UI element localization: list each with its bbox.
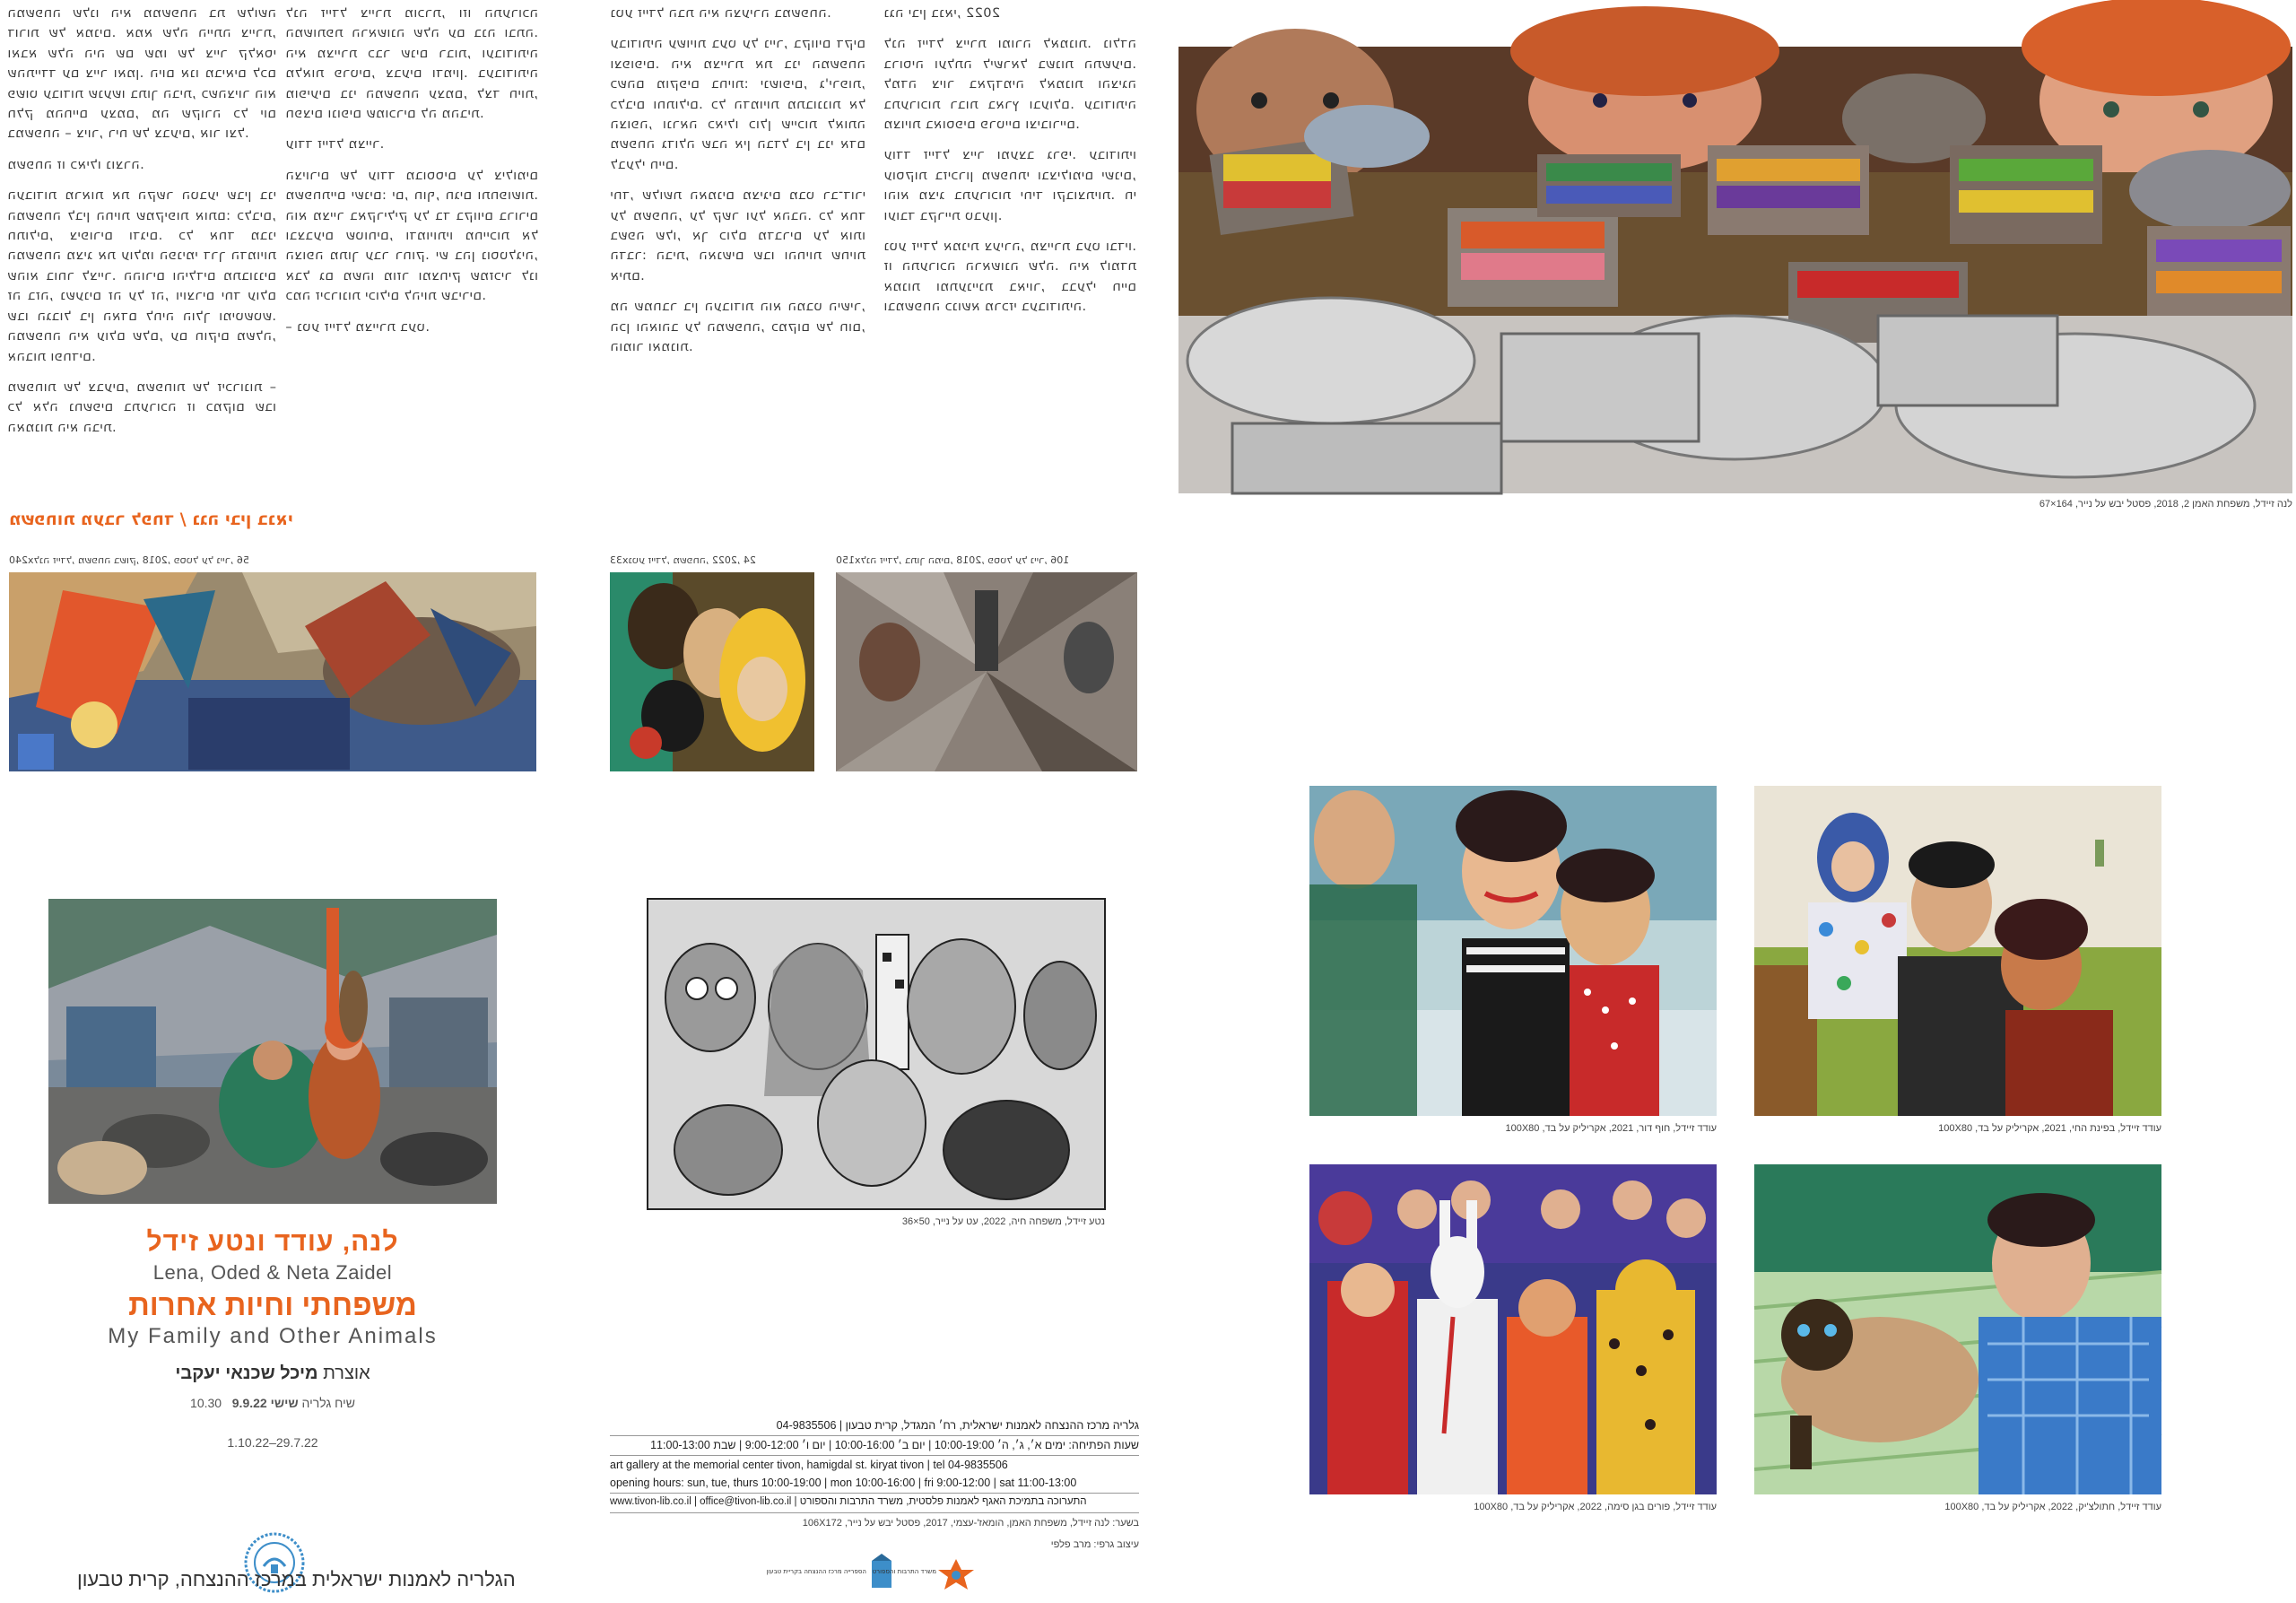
caption: עודד זיידל, חוף דור, 2021, אקריליק על בד, 100X80 bbox=[1505, 1123, 1717, 1134]
artwork-purim bbox=[1309, 1164, 1717, 1494]
gallery-talk-date: 9.9.22 bbox=[231, 1396, 267, 1410]
caption: נטע זיידל, משפחה חיה, 2022, עט על נייר, 50×36 bbox=[901, 1216, 1105, 1227]
info-address-he: גלריה מרכז ההנצחה לאמנות ישראלית, רח׳ המגדל, קרית טבעון | 04-9835506 bbox=[776, 1419, 1139, 1432]
artwork-living-family bbox=[648, 899, 1105, 1209]
ministry-logo bbox=[872, 1554, 983, 1593]
artists-hebrew: לנה, עודד ונטע זידל bbox=[146, 1227, 399, 1257]
paragraph: עודד זיידל מצייר. bbox=[285, 137, 385, 152]
paragraph: לנה זיידל ציירת מוכרת, וזו התערוכה המשותפת הראשונה שלה עם בנה ובתה. היא מציירת כבר שנים רבות, ועבודותיה מלאות פרטים, צבעים ודמיון. בעבודותיה מופיעים בני המשפחה עצמם, לצד חיות, חפצים ונופים שמוכרים לה מהבית. bbox=[285, 6, 538, 122]
artwork-artist-family-cover bbox=[48, 899, 497, 1204]
artwork-market bbox=[9, 572, 536, 771]
paragraph: לנה זיידל ציירת ומורה לאמנות. נולדה ברוסיה ועלתה לישראל בשנות התשעים. למדה ציור באקדמיה לאמנות והציגה בתערוכות רבות בארץ ובעולם. עבודותיה מצויות באוספים פרטיים וציבוריים. bbox=[883, 37, 1136, 133]
paragraph: נטע זיידל אמנית צעירה, מציירת בעט ובדיו. זו התערוכה הראשונה שלה. היא לומדת אמנות ומתעניינת באיור, בבעלי חיים ובמשפחה כנושא מרכזי בעבודותיה. bbox=[883, 240, 1136, 315]
paragraph: המשפחה שלנו היא ממשפחה בת שלושה דורות של אמנים. אמא שלה הייתה ציירת, ואבא שלה היה שם שמו של צייר קלאסי שהתיידד עם צייר ואמן. היום אנו מביאים לכם פשוט עבודות שנעשו בתוך הבית, כשהציור הוא חלק מהחיים עצמם, מה שקורה כל יום במשפחה – ציור, ריח של צבעים, אור וצל. bbox=[7, 6, 276, 142]
divider bbox=[610, 1512, 1139, 1513]
artwork-petting-corner bbox=[1754, 786, 2161, 1116]
exhibition-title-hebrew: משפחתי וחיות אחרות bbox=[128, 1288, 417, 1321]
section-heading: משפחות מעבר לפחד / נגה יבין בנאי bbox=[9, 510, 293, 529]
gallery-talk-time: 10.30 bbox=[190, 1396, 222, 1410]
artwork-artist-family-2 bbox=[1178, 47, 2292, 493]
paragraph: מה שמחבר בין העבודות הוא המבט הישיר, הכן והאוהב על המשפחה, כמקום של חום, הומור ואמנות. bbox=[610, 300, 865, 355]
curator-line bbox=[48, 1363, 497, 1384]
artists-english: Lena, Oded & Neta Zaidel bbox=[152, 1261, 393, 1284]
artwork-kitty bbox=[1754, 1164, 2161, 1494]
artwork-underwater bbox=[836, 572, 1137, 771]
gallery-talk-day: שישי bbox=[270, 1396, 299, 1410]
info-address-en: art gallery at the memorial center tivon, hamigdal st. kiryat tivon | tel 04-9835506 bbox=[610, 1459, 1008, 1471]
paragraph: עודד זיידל צייר ומעצב גרפי. עבודותיו עוסקות בזיכרון משפחתי ובצילומים ישנים, והוא מציג בתערוכות יחיד וקבוצתיות. חי ועובד בקריית טבעון. bbox=[883, 148, 1136, 223]
artwork-upside-down-family bbox=[610, 572, 814, 771]
divider bbox=[610, 1493, 1139, 1494]
info-hours-he: שעות הפתיחה: ימים א׳, ג׳, ה׳ 10:00-19:00 | יום ב׳ 10:00-16:00 | יום ו׳ 9:00-12:00 | שבת 11:00-13:00 bbox=[650, 1439, 1139, 1451]
text-column-2 bbox=[285, 4, 538, 492]
caption: עודד זיידל, פורים בגן סימה, 2022, אקריליק על בד, 100X80 bbox=[1474, 1502, 1717, 1512]
paragraph: עבודותיה עשויות בעט על נייר, בקווים דקים וצפופים. היא מציירת את בני המשפחה כשהם מוקפים בחיות: ינשופים, ג'ירפות, כלבים וחתולים. כל הדמויות מתבוננות אל הצופה, ונראה כאילו כולן שייכות לאותה משפחה גדולה שבה אין הבדל בין בני אדם לבעלי חיים. bbox=[610, 37, 865, 172]
caption: עודד זיידל, חתולצ'יק, 2022, אקריליק על בד, 100X80 bbox=[1944, 1502, 2161, 1512]
caption: נטע זיידל, משפחה, 2022, 24x33 bbox=[610, 554, 756, 566]
curator-name: מיכל שכנאי יעקבי bbox=[175, 1363, 318, 1383]
text-column-1 bbox=[7, 4, 276, 492]
artwork-dor-beach bbox=[1309, 786, 1717, 1116]
text-column-4 bbox=[883, 4, 1136, 492]
exhibition-title-english: My Family and Other Animals bbox=[108, 1324, 438, 1348]
ministry-logo-text: משרד התרבות והספורט bbox=[872, 1568, 936, 1575]
divider bbox=[610, 1455, 1139, 1456]
caption-cover: בשער: לנה זיידל, משפחת האמן, הומאז'-עצמי, 2017, פסטל יבש על נייר, 106X172 bbox=[802, 1518, 1139, 1529]
paragraph: משפחה זו כאילו נוצרה. bbox=[7, 157, 144, 172]
gallery-talk-label: שיח גלריה bbox=[301, 1396, 355, 1410]
paragraph: נטע זיידל הבת היא הצעירה במשפחה. bbox=[610, 6, 831, 21]
caption: עודד זיידל, בפינת החי, 2021, אקריליק על בד, 100X80 bbox=[1938, 1123, 2161, 1134]
text-column-3 bbox=[610, 4, 865, 492]
divider bbox=[610, 1435, 1139, 1436]
paragraph: משפחות של צבעים, משפחות של זיכרונות – כל אלה נחשפים בתערוכה זו כמקום שבו האמנות היא הבית. bbox=[7, 379, 276, 435]
info-website[interactable]: www.tivon-lib.co.il | office@tivon-lib.co.il | התערוכה בתמיכת האגף לאמנות פלסטית, משרד התרבות והספורט bbox=[610, 1496, 1087, 1507]
gallery-name-footer: הגלריה לאמנות ישראלית במרכז ההנצחה, קרית טבעון bbox=[77, 1568, 516, 1590]
paragraph: נגה יבין בנאי, 2022 bbox=[883, 6, 1001, 21]
caption-graphic-design: עיצוב גרפי: מרב פלפי bbox=[1050, 1539, 1139, 1550]
library-logo-text: הספרייה מרכז ההנצחה בקריית טבעון bbox=[766, 1568, 866, 1575]
paragraph: יחד, שלושת האמנים מציגים מבט רב־דורי על משפחה, על קשר ועל אהבה. כל אחד בשפה שלו, אך כולם מדברים על אותו הדבר: הבית, האנשים שבו והחיות שחיות איתם. bbox=[610, 188, 865, 283]
gallery-talk bbox=[48, 1396, 497, 1410]
exhibition-dates: 1.10.22–29.7.22 bbox=[227, 1435, 318, 1450]
caption: לנה זיידל, בתוך המים, 2018, פסטל על נייר, 106x150 bbox=[836, 554, 1070, 566]
paragraph: הציורים של עודד מבוססים על צילומים משפחתיים ישנים: ים, חוף, חגים ותחפושות. הוא מצייר באקריליק על בד בקווים ברורים ובצבעים שטוחים, ודמויותיו מחייכות אל הצופה מתוך עבר רחוק. יש בהן נוסטלגיה, אבל גם משהו מוזר ומצחיק שמזכיר לנו כמה זיכרונות יכולים להיות שבירים. bbox=[285, 168, 538, 304]
curator-label: אוצרת bbox=[323, 1363, 370, 1383]
paragraph: העבודות מראות את הקשר הטבעי שבין בני המשפחה לבין החיות שמקיפות אותם: כלבים, חתולים, ציפורים ודגים. כל אחד מבני המשפחה מציג את עולמו הפנימי דרך הדמויות שהוא בוחר לצייר. ההורים והילדים מתבוננים זה בזה, נשענים זה על זה, ויוצרים יחד עולם שבו הגבול בין האדם לחיה הולך ומיטשטש. המשפחה היא עולם שלם, עם חוקים משלה, אהבות ופחדים. bbox=[7, 188, 276, 364]
paragraph: – נטע זיידל מציירת בעט. bbox=[285, 319, 430, 335]
info-hours-en: opening hours: sun, tue, thurs 10:00-19:00 | mon 10:00-16:00 | fri 9:00-12:00 | sat 11:00-13:00 bbox=[610, 1477, 1077, 1489]
caption: לנה זיידל, משפחת האמן 2, 2018, פסטל יבש על נייר, 164×67 bbox=[2039, 499, 2292, 510]
caption: לנה זיידל, משפחה בשוק, 2018, פסטל על נייר, 56x240 bbox=[9, 554, 249, 566]
